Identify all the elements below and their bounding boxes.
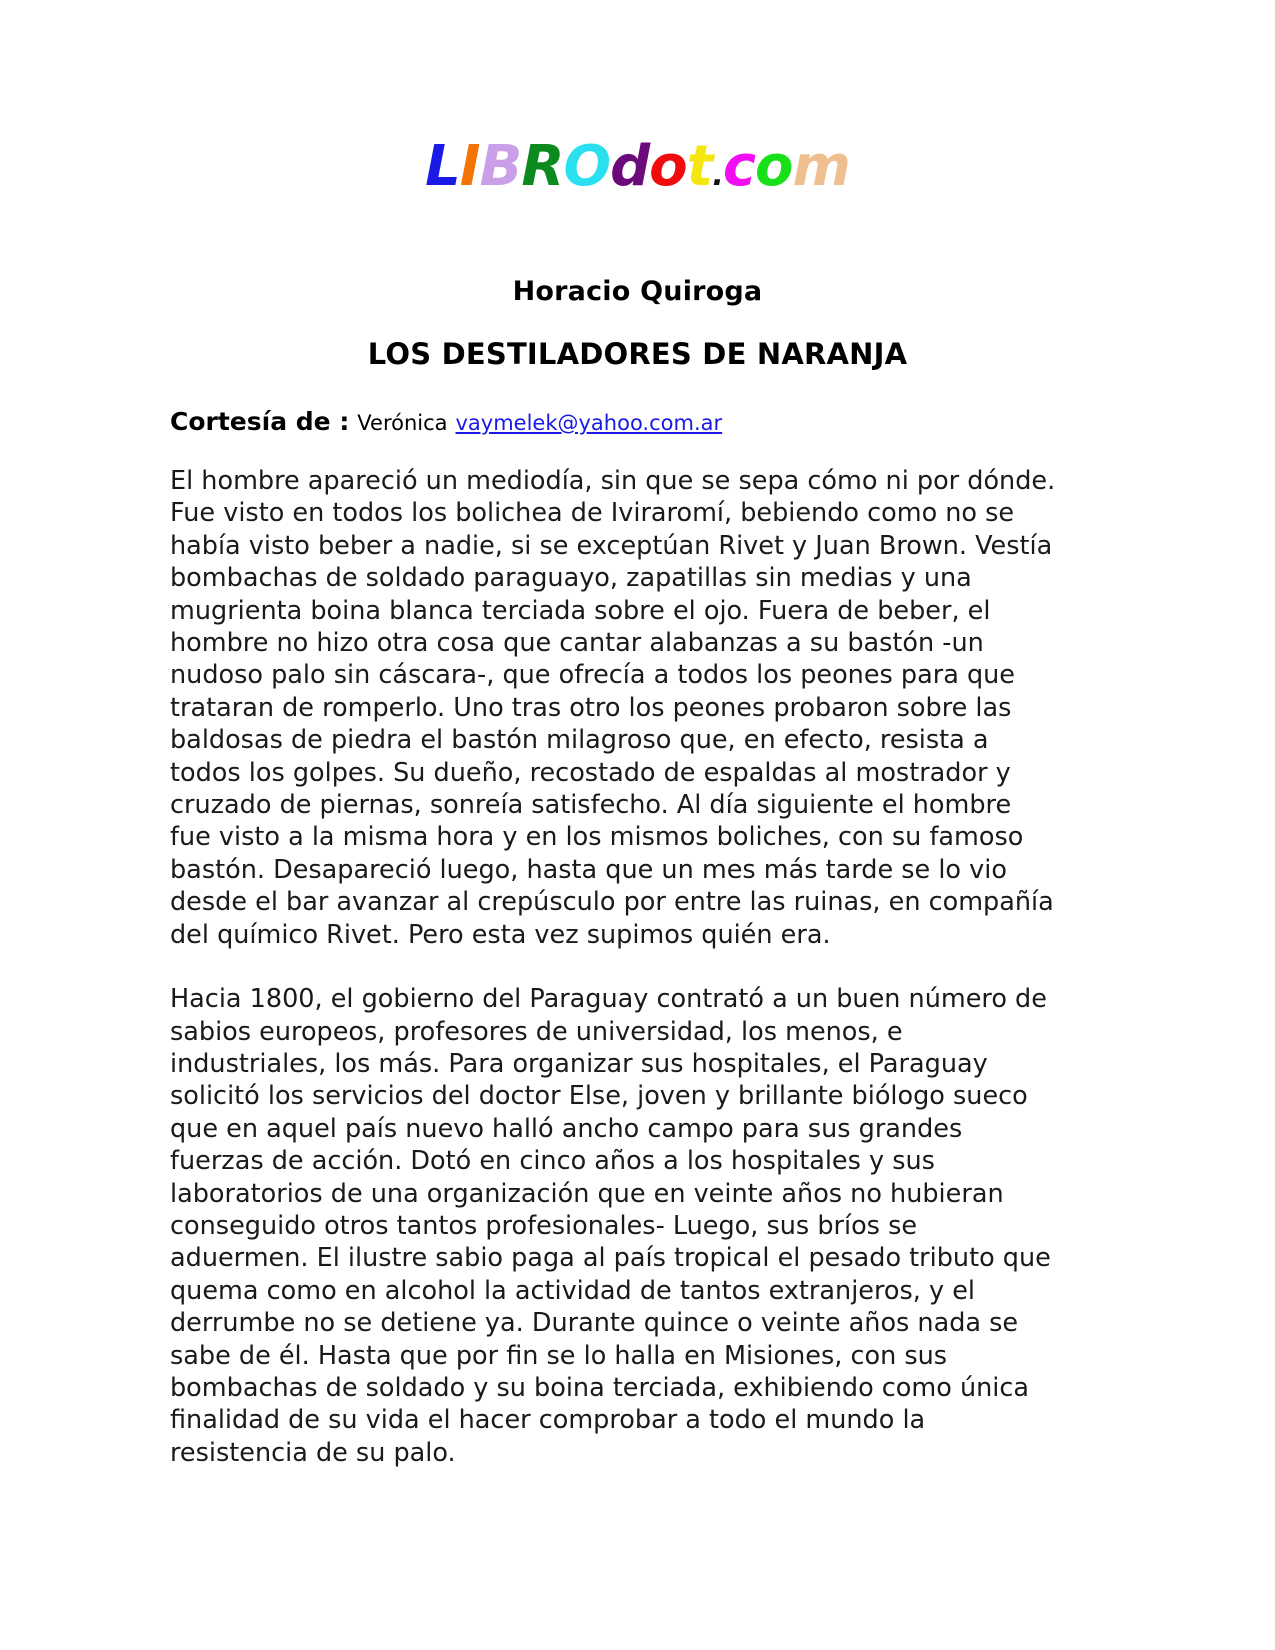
courtesy-name: Verónica (357, 411, 448, 435)
logo-letter: L (425, 134, 460, 199)
logo-letter: . (712, 158, 723, 193)
logo-letter: t (686, 134, 713, 199)
courtesy-label: Cortesía de : (170, 407, 350, 436)
courtesy-email-link[interactable]: vaymelek@yahoo.com.ar (455, 411, 723, 435)
librodot-logo[interactable] (0, 134, 1275, 199)
logo-letter: B (479, 134, 522, 199)
document-title: LOS DESTILADORES DE NARANJA (367, 337, 908, 371)
logo-letter: O (563, 134, 611, 199)
logo-letter: d (610, 134, 650, 199)
logo-letter: o (649, 134, 687, 199)
logo-letter: c (722, 134, 756, 199)
logo-letter: o (755, 134, 793, 199)
body-paragraph: Hacia 1800, el gobierno del Paraguay contrató a un buen número de sabios europeos, profesores de universidad, los menos, e industriales, los más. Para organizar sus hospitales, el Paraguay solicitó los servicios del doctor Else, joven y brillante biólogo sueco que en aquel país nuevo halló ancho campo para sus grandes fuerzas de acción. Dotó en cinco años a los hospitales y sus laboratorios de una organización que en veinte años no hubieran conseguido otros tantos profesionales- Luego, sus bríos se aduermen. El ilustre sabio paga al país tropical el pesado tributo que quema como en alcohol la actividad de tantos extranjeros, y el derrumbe no se detiene ya. Durante quince o veinte años nada se sabe de él. Hasta que por fin se lo halla en Misiones, con sus bombachas de soldado y su boina terciada, exhibiendo como única finalidad de su vida el hacer comprobar a todo el mundo la resistencia de su palo. (170, 984, 1051, 1468)
logo-letter: R (521, 134, 564, 199)
logo-letter: m (792, 134, 850, 199)
document-body (170, 465, 1060, 1469)
logo-letter: I (459, 134, 480, 199)
document-author: Horacio Quiroga (512, 276, 763, 307)
librodot-logo-text (425, 134, 850, 199)
body-paragraph: El hombre apareció un mediodía, sin que se sepa cómo ni por dónde. Fue visto en todos los bolichea de Iviraromí, bebiendo como no se había visto beber a nadie, si se exceptúan Rivet y Juan Brown. Vestía bombachas de soldado paraguayo, zapatillas sin medias y una mugrienta boina blanca terciada sobre el ojo. Fuera de beber, el hombre no hizo otra cosa que cantar alabanzas a su bastón -un nudoso palo sin cáscara-, que ofrecía a todos los peones para que trataran de romperlo. Uno tras otro los peones probaron sobre las baldosas de piedra el bastón milagroso que, en efecto, resista a todos los golpes. Su dueño, recostado de espaldas al mostrador y cruzado de piernas, sonreía satisfecho. Al día siguiente el hombre fue visto a la misma hora y en los mismos boliches, con su famoso bastón. Desapareció luego, hasta que un mes más tarde se lo vio desde el bar avanzar al crepúsculo por entre las ruinas, en compañía del químico Rivet. Pero esta vez supimos quién era. (170, 466, 1056, 950)
courtesy-line (170, 406, 1070, 437)
